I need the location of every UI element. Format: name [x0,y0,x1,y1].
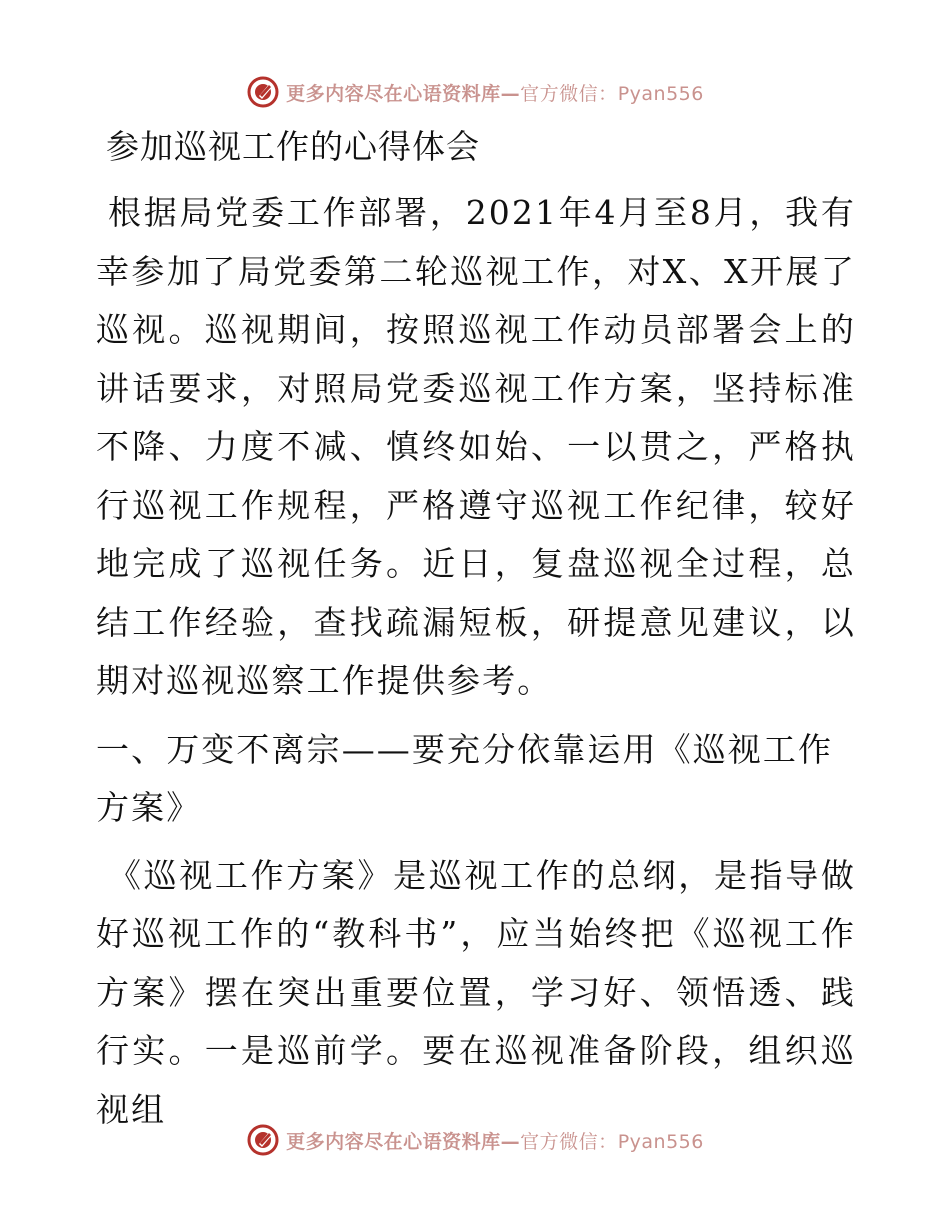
brand-name: 更多内容尽在心语资料库 [286,1130,501,1153]
section-heading-text: 一、万变不离宗——要充分依靠运用《巡视工作方案》 [96,729,834,827]
header-watermark-banner [0,72,950,112]
wechat-id: Pyan556 [617,1130,704,1153]
watermark-text [286,1127,704,1154]
footer-watermark-banner [0,1120,950,1160]
separator: — [500,82,521,105]
fountain-pen-logo-icon [246,1123,280,1157]
section-heading [96,721,856,837]
brand-name: 更多内容尽在心语资料库 [286,82,501,105]
fountain-pen-logo-icon [246,75,280,109]
wechat-label: 官方微信： [520,82,618,105]
intro-paragraph [96,184,856,711]
separator: — [500,1130,521,1153]
section-paragraph-text: 《巡视工作方案》是巡视工作的总纲，是指导做好巡视工作的“教科书”，应当始终把《巡视工作方案》摆在突出重要位置，学习好、领悟透、践行实。一是巡前学。要在巡视准备阶段，组织巡视组 [96,855,856,1129]
wechat-label: 官方微信： [520,1130,618,1153]
paragraph-text: 根据局党委工作部署，2021年4月至8月，我有幸参加了局党委第二轮巡视工作，对X、X开展了巡视。巡视期间，按照巡视工作动员部署会上的讲话要求，对照局党委巡视工作方案，坚持标准不降、力度不减、慎终如始、一以贯之，严格执行巡视工作规程，严格遵守巡视工作纪律，较好地完成了巡视任务。近日，复盘巡视全过程，总结工作经验，查找疏漏短板，研提意见建议，以期对巡视巡察工作提供参考。 [96,193,856,700]
document-body [96,118,856,1149]
wechat-id: Pyan556 [617,82,704,105]
document-title: 参加巡视工作的心得体会 [106,127,480,166]
section-paragraph [96,847,856,1140]
watermark-text [286,79,704,106]
